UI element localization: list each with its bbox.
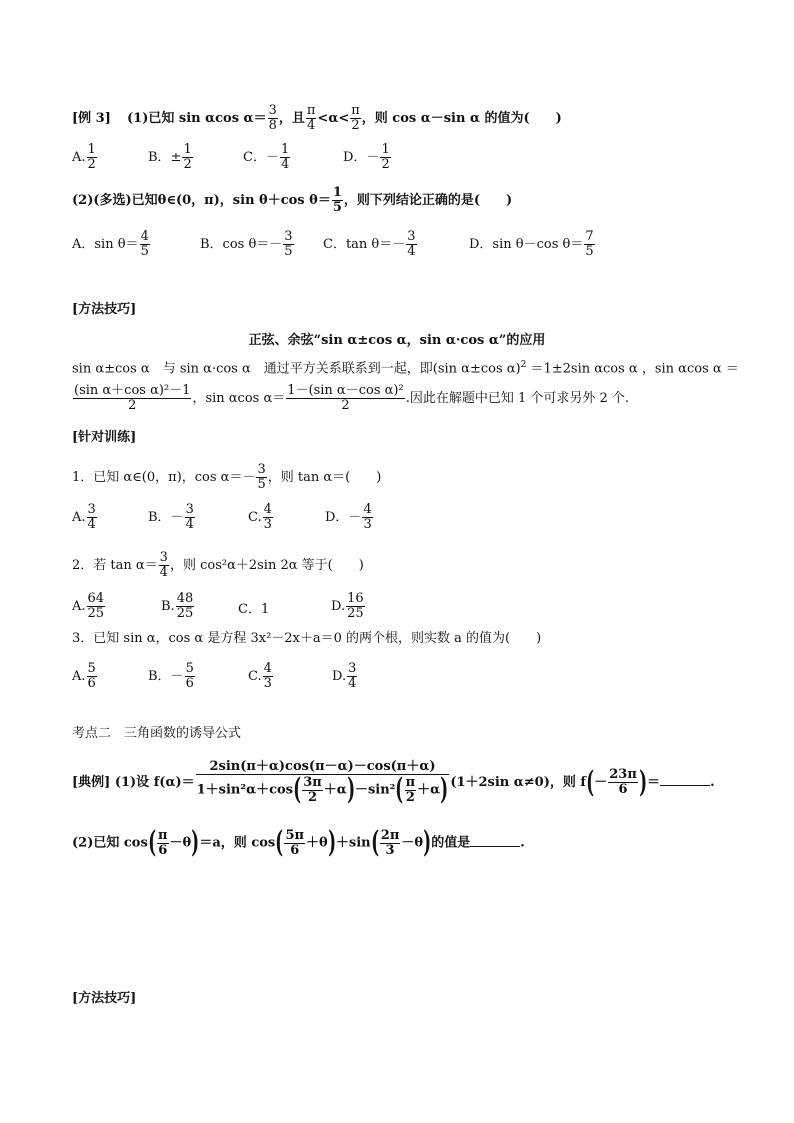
answer-blank	[660, 785, 710, 786]
ex3-q1-text: (1)已知 sin αcos α＝	[127, 111, 267, 126]
method2-header: [方法技巧]	[72, 991, 137, 1006]
q1-option-c: C. $\frac{4}{3}$	[248, 502, 272, 532]
method-text-line2: $\frac{\text{(sin α＋cos α)²－1}}{2}$ ，sin αcos α＝ $\frac{\text{1－(sin α－cos α)²}}{2}$ .因此在解题中已知 1 个可求另外 2 个.	[74, 383, 630, 413]
ex3-option-c: C．－ $\frac{1}{4}$	[243, 142, 290, 172]
fraction: $\frac{3}{8}$	[268, 103, 277, 133]
ex3-q2-option-b: B．cos θ＝－ $\frac{3}{5}$	[200, 229, 293, 259]
training-q1: 1．已知 α∈(0，π)，cos α＝－ $\frac{3}{5}$ ，则 tan α＝( )	[72, 462, 382, 492]
ex3-q2-option-c: C．tan θ＝－ $\frac{3}{4}$	[323, 229, 416, 259]
ex3-q2: (2)(多选)已知θ∈(0，π)，sin θ＋cos θ＝ $\frac{1}{5}$ ，则下列结论正确的是( )	[72, 185, 513, 215]
ex3-q2-option-d: D．sin θ－cos θ＝ $\frac{7}{5}$	[469, 229, 594, 259]
q3-option-c: C. $\frac{4}{3}$	[248, 661, 272, 691]
ex3-q2-option-a: A．sin θ＝ $\frac{4}{5}$	[72, 229, 149, 259]
fraction: $\frac{\pi}{2}$	[351, 103, 360, 133]
q1-option-d: D．－ $\frac{4}{3}$	[325, 502, 372, 532]
q1-option-b: B．－ $\frac{3}{4}$	[148, 502, 194, 532]
q2-option-d: D. $\frac{16}{25}$	[331, 591, 364, 621]
q3-option-a: A. $\frac{5}{6}$	[72, 661, 96, 691]
topic2-example-q1: [典例] (1)设 f(α)＝ 2sin(π＋α)cos(π－α)－cos(π＋α) 1＋sin²α＋cos( $\frac{3\pi}{2}$ ＋α)－sin²( $\frac{\pi}{2}$ ＋α) (1＋2sin α≠0)，则 f(－ $\frac{23\pi}{6}$ )＝ .	[72, 759, 715, 807]
q3-option-d: D. $\frac{3}{4}$	[332, 661, 357, 691]
topic2-example-q2: (2)已知 cos( $\frac{\pi}{6}$ －θ)＝a，则 cos( $\frac{5\pi}{6}$ ＋θ)＋sin( $\frac{2\pi}{3}$ －θ)的值是 .	[72, 825, 525, 860]
q2-option-c: C．1	[238, 602, 270, 617]
answer-blank	[470, 846, 520, 847]
q3-option-b: B．－ $\frac{5}{6}$	[148, 661, 194, 691]
ex3-tag: [例 3]	[72, 111, 111, 126]
f-alpha-fraction: 2sin(π＋α)cos(π－α)－cos(π＋α) 1＋sin²α＋cos( $\frac{3\pi}{2}$ ＋α)－sin²( $\frac{\pi}{2}$ ＋α)	[196, 759, 449, 807]
fraction: $\frac{\pi}{4}$	[306, 103, 316, 133]
ex3-option-a: A. $\frac{1}{2}$	[72, 142, 96, 172]
method-title: 正弦、余弦“sin α±cos α，sin α·cos α”的应用	[248, 333, 546, 348]
q1-option-a: A. $\frac{3}{4}$	[72, 502, 96, 532]
q2-option-a: A. $\frac{64}{25}$	[72, 591, 105, 621]
training-q2: 2．若 tan α＝ $\frac{3}{4}$ ，则 cos²α＋2sin 2α 等于( )	[72, 550, 364, 580]
q2-option-b: B. $\frac{48}{25}$	[161, 591, 194, 621]
training-q3: 3．已知 sin α，cos α 是方程 3x²－2x＋a＝0 的两个根，则实数 a 的值为( )	[72, 631, 542, 646]
method-text-line1: sin α±cos α 与 sin α·cos α 通过平方关系联系到一起，即(sin α±cos α)$^2$ ＝1±2sin αcos α ，sin αcos α ＝	[72, 360, 739, 377]
ex3-q1: [例 3] (1)已知 sin αcos α＝ $\frac{3}{8}$ ，且 $\frac{\pi}{4}$ <α< $\frac{\pi}{2}$ ，则 cos α－sin α 的值为( )	[72, 103, 562, 133]
method-header: [方法技巧]	[72, 302, 137, 317]
training-header: [针对训练]	[72, 430, 137, 445]
ex3-option-b: B．± $\frac{1}{2}$	[148, 142, 192, 172]
topic2-title: 考点二 三角函数的诱导公式	[72, 726, 242, 741]
ex3-option-d: D．－ $\frac{1}{2}$	[343, 142, 390, 172]
